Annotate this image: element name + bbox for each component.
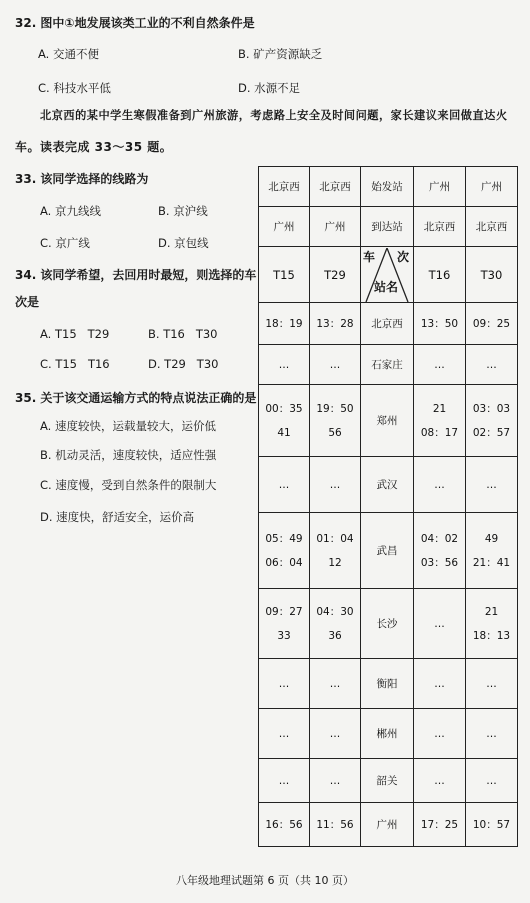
time-value: … <box>434 358 445 371</box>
timetable-row <box>259 345 518 385</box>
time-cell <box>414 303 466 345</box>
time-value-secondary: 08：17 <box>420 426 459 439</box>
time-value-secondary: 36 <box>328 629 342 642</box>
time-value: 10：57 <box>472 818 511 831</box>
time-value: 11：56 <box>316 818 354 831</box>
q35-option-b: B. 机动灵活，速度较快，适应性强 <box>40 448 217 462</box>
time-value: … <box>486 478 497 491</box>
origin-cell: 广州 <box>414 167 466 207</box>
q33-option-c: C. 京广线 <box>40 236 90 250</box>
time-value: 16：56 <box>265 818 303 831</box>
time-value: … <box>486 358 497 371</box>
q34-stem-line1: 34. 该同学希望，去回用时最短，则选择的车 <box>15 268 257 282</box>
time-cell <box>466 759 518 803</box>
time-value: … <box>278 727 290 740</box>
q33-option-b: B. 京沪线 <box>158 204 208 218</box>
time-value: 01：04 <box>316 532 354 545</box>
time-value: … <box>278 677 290 690</box>
passage-line-1: 北京西的某中学生寒假准备到广州旅游，考虑路上安全及时间问题，家长建议来回做直达火 <box>40 109 508 122</box>
timetable-row <box>259 759 518 803</box>
train-number-cell: T29 <box>310 247 361 303</box>
q33-option-a: A. 京九线线 <box>40 204 101 218</box>
destination-cell: 广州 <box>310 207 361 247</box>
station-name-cell: 武汉 <box>361 457 414 513</box>
time-cell <box>414 457 466 513</box>
time-value-secondary: 56 <box>328 426 342 439</box>
time-value: … <box>486 727 497 740</box>
time-cell <box>259 659 310 709</box>
time-cell <box>414 709 466 759</box>
time-value: 00：35 <box>265 402 303 415</box>
time-value: 04：02 <box>420 532 459 545</box>
time-value: … <box>329 727 341 740</box>
q32-stem: 32. 图中①地发展该类工业的不利自然条件是 <box>15 16 255 30</box>
time-value: 21 <box>484 605 499 618</box>
time-cell <box>414 513 466 589</box>
time-cell <box>259 803 310 847</box>
time-cell <box>310 345 361 385</box>
time-cell <box>466 803 518 847</box>
q35-option-a: A. 速度较快，运载量较大，运价低 <box>40 419 216 433</box>
time-value: 03：03 <box>472 402 511 415</box>
time-cell <box>414 345 466 385</box>
time-cell <box>310 513 361 589</box>
time-cell <box>466 709 518 759</box>
passage-line-2: 车。读表完成 33～35 题。 <box>15 140 173 154</box>
timetable-row <box>259 589 518 659</box>
q35-option-d: D. 速度快，舒适安全，运价高 <box>40 510 195 524</box>
time-value-secondary: 33 <box>277 629 291 642</box>
timetable-row <box>259 803 518 847</box>
q34-stem-line2: 次是 <box>15 295 40 309</box>
timetable-row <box>259 303 518 345</box>
q34-option-d: D. T29 T30 <box>148 357 219 371</box>
timetable-row <box>259 659 518 709</box>
origin-cell: 北京西 <box>310 167 361 207</box>
time-value: 13：28 <box>316 317 354 330</box>
time-value: … <box>434 774 445 787</box>
train-number-row <box>259 247 518 303</box>
train-number-cell: T16 <box>414 247 466 303</box>
time-value: … <box>329 677 341 690</box>
time-value: … <box>278 358 290 371</box>
time-cell <box>466 345 518 385</box>
time-value: … <box>329 774 341 787</box>
time-cell <box>259 589 310 659</box>
time-cell <box>466 513 518 589</box>
q34-option-c: C. T15 T16 <box>40 357 110 371</box>
time-value-secondary: 12 <box>328 556 342 569</box>
time-value-secondary: 06：04 <box>265 556 303 569</box>
time-value: … <box>486 677 497 690</box>
origin-label-cell: 始发站 <box>361 167 414 207</box>
q35-stem: 35. 关于该交通运输方式的特点说法正确的是 <box>15 391 257 405</box>
time-cell <box>466 303 518 345</box>
train-timetable <box>258 166 518 847</box>
time-value: 49 <box>484 532 499 545</box>
q34-option-b: B. T16 T30 <box>148 327 218 341</box>
destination-cell: 北京西 <box>466 207 518 247</box>
destination-cell: 广州 <box>259 207 310 247</box>
time-cell <box>310 759 361 803</box>
station-name-cell: 韶关 <box>361 759 414 803</box>
time-cell <box>466 385 518 457</box>
origin-row <box>259 167 518 207</box>
time-cell <box>310 659 361 709</box>
station-name-cell: 郴州 <box>361 709 414 759</box>
timetable-row <box>259 457 518 513</box>
q32-option-d: D. 水源不足 <box>238 81 301 95</box>
timetable-row <box>259 709 518 759</box>
station-name-cell: 长沙 <box>361 589 414 659</box>
origin-cell: 北京西 <box>259 167 310 207</box>
time-value: 19：50 <box>316 402 354 415</box>
train-number-cell: T30 <box>466 247 518 303</box>
q32-option-a: A. 交通不便 <box>38 47 99 61</box>
time-cell <box>259 345 310 385</box>
time-value: … <box>329 358 341 371</box>
time-value: 18：19 <box>265 317 303 330</box>
time-cell <box>310 303 361 345</box>
time-cell <box>414 803 466 847</box>
origin-cell: 广州 <box>466 167 518 207</box>
time-value-secondary: 02：57 <box>472 426 511 439</box>
q32-option-b: B. 矿产资源缺乏 <box>238 47 323 61</box>
time-value: … <box>434 617 445 630</box>
time-value-secondary: 41 <box>277 426 291 439</box>
time-cell <box>259 513 310 589</box>
station-name-cell: 武昌 <box>361 513 414 589</box>
destination-label-cell: 到达站 <box>361 207 414 247</box>
time-value: … <box>278 774 290 787</box>
time-value: … <box>434 478 445 491</box>
station-name-cell: 广州 <box>361 803 414 847</box>
time-value-secondary: 18：13 <box>472 629 511 642</box>
station-name-cell: 石家庄 <box>361 345 414 385</box>
station-name-cell: 衡阳 <box>361 659 414 709</box>
time-cell <box>414 659 466 709</box>
q35-option-c: C. 速度慢，受到自然条件的限制大 <box>40 478 217 492</box>
destination-row <box>259 207 518 247</box>
time-value: 21 <box>432 402 447 415</box>
time-cell <box>414 759 466 803</box>
header-car-label: 车 <box>363 249 376 264</box>
header-ci-label: 次 <box>397 249 410 264</box>
time-cell <box>414 385 466 457</box>
time-value: … <box>434 677 445 690</box>
time-cell <box>414 589 466 659</box>
time-value-secondary: 03：56 <box>420 556 459 569</box>
time-value: 05：49 <box>265 532 303 545</box>
time-cell <box>259 385 310 457</box>
destination-cell: 北京西 <box>414 207 466 247</box>
time-value: … <box>329 478 341 491</box>
time-cell <box>466 589 518 659</box>
time-cell <box>310 457 361 513</box>
time-cell <box>259 457 310 513</box>
page-footer: 八年级地理试题第 6 页（共 10 页） <box>176 874 354 887</box>
time-cell <box>466 457 518 513</box>
q32-option-c: C. 科技水平低 <box>38 81 111 95</box>
time-value: 09：27 <box>265 605 303 618</box>
header-station-label: 站名 <box>374 279 399 294</box>
time-value: 13：50 <box>420 317 459 330</box>
time-cell <box>310 709 361 759</box>
timetable-row <box>259 385 518 457</box>
q33-option-d: D. 京包线 <box>158 236 209 250</box>
station-name-cell: 郑州 <box>361 385 414 457</box>
time-value-secondary: 21：41 <box>472 556 511 569</box>
timetable-row <box>259 513 518 589</box>
time-value: 09：25 <box>472 317 511 330</box>
q33-stem: 33. 该同学选择的线路为 <box>15 172 149 186</box>
station-name-cell: 北京西 <box>361 303 414 345</box>
time-cell <box>310 385 361 457</box>
time-cell <box>310 589 361 659</box>
time-value: 04：30 <box>316 605 354 618</box>
time-value: 17：25 <box>420 818 459 831</box>
q34-option-a: A. T15 T29 <box>40 327 110 341</box>
time-cell <box>259 759 310 803</box>
header-diagonal-cell <box>361 247 414 303</box>
time-value: … <box>486 774 497 787</box>
time-value: … <box>434 727 445 740</box>
train-number-cell: T15 <box>259 247 310 303</box>
time-cell <box>310 803 361 847</box>
time-cell <box>466 659 518 709</box>
time-cell <box>259 303 310 345</box>
time-cell <box>259 709 310 759</box>
time-value: … <box>278 478 290 491</box>
